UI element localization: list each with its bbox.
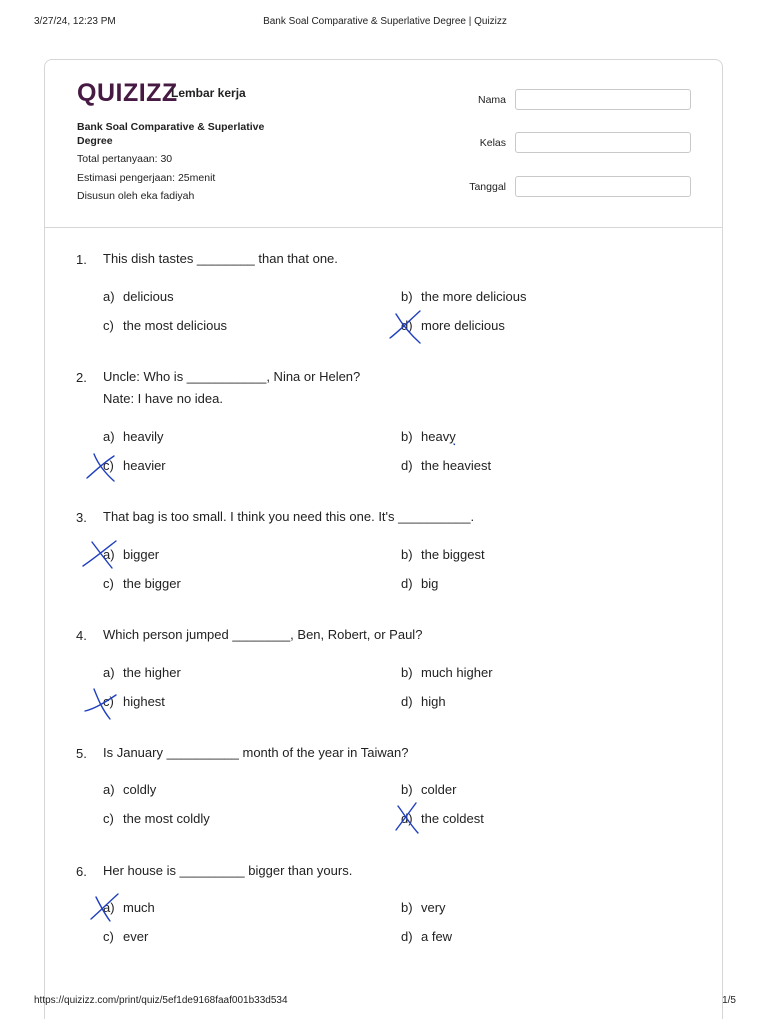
option-c[interactable]: c) the most coldly	[103, 811, 210, 826]
author: Disusun oleh eka fadiyah	[77, 190, 195, 202]
question-text: Is January __________ month of the year in Taiwan?	[103, 745, 409, 760]
option-b[interactable]: b) the biggest	[401, 547, 485, 562]
name-label: Nama	[477, 94, 506, 106]
question-number: 3.	[76, 510, 87, 525]
question-number: 1.	[76, 252, 87, 267]
option-c[interactable]: c) highest	[103, 694, 165, 709]
worksheet-header	[45, 60, 722, 228]
class-field[interactable]	[515, 132, 691, 153]
option-d[interactable]: d) big	[401, 576, 439, 591]
option-d[interactable]: d) the coldest	[401, 811, 484, 826]
option-a[interactable]: a) much	[103, 900, 155, 915]
question-number: 6.	[76, 864, 87, 879]
date-label: Tanggal	[469, 181, 506, 193]
print-doc-title: Bank Soal Comparative & Superlative Degree | Quizizz	[263, 16, 507, 27]
option-b[interactable]: b) the more delicious	[401, 289, 527, 304]
option-c[interactable]: c) ever	[103, 929, 149, 944]
option-b[interactable]: b) very	[401, 900, 446, 915]
print-datetime: 3/27/24, 12:23 PM	[34, 16, 116, 27]
option-a[interactable]: a) bigger	[103, 547, 160, 562]
option-b[interactable]: b) heavy	[401, 429, 456, 444]
print-footer	[34, 995, 736, 1009]
print-url[interactable]: https://quizizz.com/print/quiz/5ef1de9168faaf001b33d534	[34, 995, 288, 1006]
option-d[interactable]: d) more delicious	[401, 318, 505, 333]
quiz-title: Bank Soal Comparative & Superlative Degree	[77, 121, 265, 147]
page-number: 1/5	[722, 995, 736, 1006]
option-d[interactable]: d) the heaviest	[401, 458, 492, 473]
question-text: That bag is too small. I think you need this one. It's __________.	[103, 509, 475, 524]
option-c[interactable]: c) heavier	[103, 458, 166, 473]
question-text: This dish tastes ________ than that one.	[103, 251, 338, 266]
option-c[interactable]: c) the bigger	[103, 576, 181, 591]
estimated-time: Estimasi pengerjaan: 25menit	[77, 172, 216, 184]
date-field[interactable]	[515, 176, 691, 197]
option-a[interactable]: a) coldly	[103, 782, 157, 797]
option-b[interactable]: b) colder	[401, 782, 457, 797]
question-text: Which person jumped ________, Ben, Robert, or Paul?	[103, 627, 423, 642]
option-a[interactable]: a) the higher	[103, 665, 181, 680]
question-text: Uncle: Who is ___________, Nina or Helen? Nate: I have no idea.	[103, 369, 361, 406]
question-number: 2.	[76, 370, 87, 385]
question-number: 4.	[76, 628, 87, 643]
option-c[interactable]: c) the most delicious	[103, 318, 228, 333]
option-d[interactable]: d) a few	[401, 929, 453, 944]
name-field[interactable]	[515, 89, 691, 110]
option-a[interactable]: a) heavily	[103, 429, 164, 444]
option-b[interactable]: b) much higher	[401, 665, 493, 680]
worksheet-label: Lembar kerja	[171, 86, 246, 100]
question-number: 5.	[76, 746, 87, 761]
quizizz-logo: QUIZIZZ	[77, 79, 178, 107]
option-d[interactable]: d) high	[401, 694, 446, 709]
print-header	[34, 16, 736, 30]
class-label: Kelas	[479, 137, 506, 149]
worksheet	[44, 59, 723, 1019]
total-questions: Total pertanyaan: 30	[77, 153, 173, 165]
option-a[interactable]: a) delicious	[103, 289, 174, 304]
question-text: Her house is _________ bigger than yours.	[103, 863, 353, 878]
